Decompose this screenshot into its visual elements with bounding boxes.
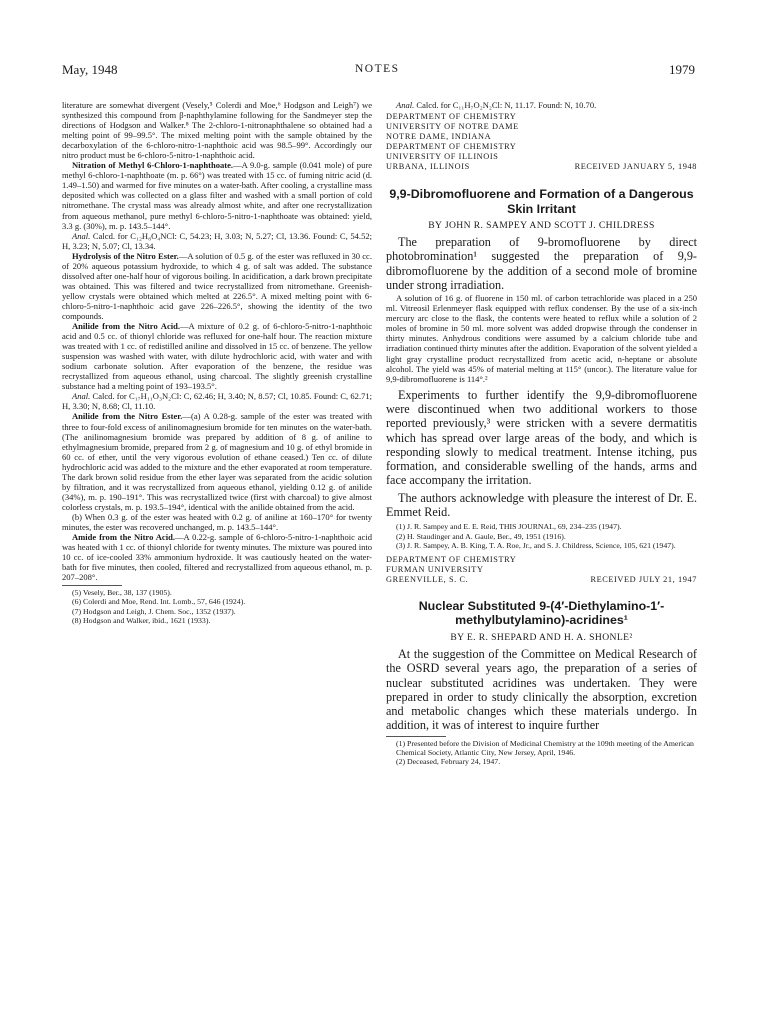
address-line: NOTRE DAME, INDIANA xyxy=(386,132,492,142)
address-line: DEPARTMENT OF CHEMISTRY xyxy=(386,554,517,564)
page-number: 1979 xyxy=(669,62,695,77)
footnote: (8) Hodgson and Walker, ibid., 1621 (1933). xyxy=(72,615,211,625)
analysis-paragraph: Anal. Calcd. for C₁₁H₇O₂N₂Cl: N, 11.17. Found: N, 10.70. xyxy=(396,100,597,110)
left-column xyxy=(62,100,372,625)
anal-label: Anal. xyxy=(396,100,415,110)
article-title-2: Nuclear Substituted 9-(4′-Diethylamino-1′-methylbutylamino)-acridines¹ xyxy=(418,598,665,628)
paragraph: (b) When 0.3 g. of the ester was heated with 0.2 g. of aniline at 160–170° for twenty minutes, the ester was recovered unchanged, m. p. 143.5–144°. xyxy=(62,511,372,532)
address-line: UNIVERSITY OF NOTRE DAME xyxy=(386,122,519,132)
paragraph: Nitration of Methyl 6-Chloro-1-naphthoate.—A 9.0-g. sample (0.041 mole) of pure methyl 6-chloro-1-naphthoate (m. p. 66°) was treated with 15 cc. of fuming nitric acid (d. 1.49–1.50) and warmed for five minutes on a water-bath. After cooling, a crystalline mass deposited which was collected on a glass filter and washed with a small portion of cold nitromethane. The crystal mass was already almost white, and after one recrystallization from aqueous methanol, pure methyl 6-chloro-5-nitro-1-naphthoate was obtained: yield, 3.3 g. (30%), m. p. 143.5–144°. xyxy=(62,160,372,231)
analysis-paragraph: Anal. Calcd. for C₁₇H₁₁O₃N₂Cl: C, 62.46; H, 3.40; N, 8.57; Cl, 10.85. Found: C, 62.71; H, 3.30; N, 8.68; Cl, 11.10. xyxy=(62,391,372,412)
address-line: UNIVERSITY OF ILLINOIS xyxy=(386,152,499,162)
anal-label: Anal. xyxy=(72,391,91,402)
footnote: (3) J. R. Sampey, A. B. King, T. A. Roe, Jr., and S. J. Childress, Science, 105, 621 (1947). xyxy=(396,540,676,550)
footnotes-left xyxy=(62,588,372,625)
paragraph: Hydrolysis of the Nitro Ester.—A solution of 0.5 g. of the ester was refluxed in 30 cc. of 20% aqueous potassium hydroxide, to which 4 g. of salt was added. The substance dissolved after one-half hour of vigorous boiling. In acidification, a dark brown precipitate was obtained. This was filtered and twice recrystallized from nitromethane. Greenish-yellow crystals were obtained which melted at 226.5°. A mixed melting point with 6-chloro-5-nitro-1-naphthoic acid gave 226–226.5°, showing the identity of the two compounds. xyxy=(62,250,372,321)
footnote-rule xyxy=(386,736,446,737)
received-date: RECEIVED JANUARY 5, 1948 xyxy=(574,162,697,172)
article-title-1: 9,9-Dibromofluorene and Formation of a Dangerous Skin Irritant xyxy=(389,187,694,216)
body-paragraph: Experiments to further identify the 9,9-dibromofluorene were discontinued when two additional workers to those reported previously,³ were stricken with a severe dermatitis which has spread over large areas of the body, and which is responding slowly to medical treatment. Intense itching, pus formation, and considerable swelling of the hands, arms and face accompany the irritation. xyxy=(386,387,697,488)
byline-1: BY JOHN R. SAMPEY AND SCOTT J. CHILDRESS xyxy=(428,220,655,232)
body-paragraph: The authors acknowledge with pleasure the interest of Dr. E. Emmet Reid. xyxy=(386,490,697,520)
address-block-2 xyxy=(386,555,697,585)
address-line: DEPARTMENT OF CHEMISTRY xyxy=(386,142,517,152)
footnote: (2) Deceased, February 24, 1947. xyxy=(396,757,501,767)
received-date: RECEIVED JULY 21, 1947 xyxy=(590,574,697,584)
body-paragraph: At the suggestion of the Committee on Medical Research of the OSRD several years ago, the preparation of a series of nuclear substituted acridines was undertaken. They were prepared in order to study clinically the absorption, excretion and metabolic changes which these materials undergo. In addition, it was of interest to inquire further xyxy=(386,646,697,733)
footnote: (7) Hodgson and Leigh, J. Chem. Soc., 1352 (1937). xyxy=(72,606,236,616)
address-line: URBANA, ILLINOIS xyxy=(386,162,470,172)
footnote: (6) Colerdi and Moe, Rend. Int. Lomb., 57, 646 (1924). xyxy=(72,597,246,607)
footnote: (1) J. R. Sampey and E. E. Reid, THIS JOURNAL, 69, 234–235 (1947). xyxy=(396,522,622,532)
address-received-line xyxy=(386,162,697,172)
header-date: May, 1948 xyxy=(62,62,118,77)
run-in-heading: Hydrolysis of the Nitro Ester. xyxy=(72,250,179,261)
body-paragraph: The preparation of 9-bromofluorene by direct photobromination¹ suggested the preparation of 9,9-dibromofluorene by the addition of a second mole of bromine under strong irradiation. xyxy=(386,235,697,292)
experimental-paragraph: A solution of 16 g. of fluorene in 150 ml. of carbon tetrachloride was placed in a 250 ml. Vitreosil Erlenmeyer flask equipped with reflux condenser. By the use of a six-inch mercury arc close to the flask, the contents were heated to reflux while a solution of 2 moles of bromine in 50 ml. more solvent was added dropwise through the condenser in thirty minutes. Anhydrous conditions were assumed by a calcium chloride tube and irradiation continued thirty minutes after the addition. Evaporation of the solvent yielded a light gray crystalline product recrystallized from acetic acid, n-heptane or absolute alcohol. The yield was 45% of material melting at 115° (uncor.). The literature value for 9,9-dibromofluorene is 114°.² xyxy=(386,293,697,384)
paragraph: literature are somewhat divergent (Vesely,⁵ Colerdi and Moe,⁶ Hodgson and Leigh⁷) we synthesized this compound from β-naphthylamine following for the Sandmeyer step the directions of Hodgson and Walker.⁸ The 2-chloro-1-nitronaphthalene so obtained had a melting point of 99–99.5°. The mixed melting point with the sample obtained by the decarboxylation of the 6-chloro-nitro-1-naphthoic acid was 98.5–99°. Accordingly our nitro product must be 6-chloro-5-nitro-1-naphthoic acid. xyxy=(62,100,372,161)
footnote: (1) Presented before the Division of Medicinal Chemistry at the 109th meeting of the American Chemical Society, Atlantic City, New Jersey, April, 1946. xyxy=(396,738,694,757)
run-in-heading: Anilide from the Nitro Acid. xyxy=(72,321,180,332)
analysis-paragraph: Anal. Calcd. for C₁₂H₈O₄NCl: C, 54.23; H, 3.03; N, 5.27; Cl, 13.36. Found: C, 54.52; H, 3.23; N, 5.07; Cl, 13.34. xyxy=(62,230,372,251)
footnote: (2) H. Staudinger and A. Gaule, Ber., 49, 1951 (1916). xyxy=(396,531,566,541)
paragraph: Anilide from the Nitro Ester.—(a) A 0.28-g. sample of the ester was treated with three to four-fold excess of anilinomagnesium bromide for ten minutes on the water-bath. (The anilinomagnesium bromide was prepared by addition of 8 g. of aniline to ethylmagnesium bromide, prepared from 2 g. of magnesium and 10 g. of ethyl bromide in 60 cc. of ether, until the very vigorous evolution of ethane ceased.) Ten cc. of dilute hydrochloric acid was added to the mixture and the ether evaporated at room temperature. The dark brown solid residue from the ether layer was separated from the acidic solution by filtration, and it was recrystallized from aqueous ethanol, yielding 0.12 g. of anilide (34%), m. p. 190–191°. This was recrystallized twice (first with charcoal) to give almost colorless crystals, m. p. 193.5–194°, identical with the anilide obtained from the acid. xyxy=(62,411,372,512)
run-in-heading: Nitration of Methyl 6-Chloro-1-naphthoate. xyxy=(72,160,234,171)
address-line: GREENVILLE, S. C. xyxy=(386,574,469,584)
anal-label: Anal. xyxy=(72,230,91,241)
header-section: NOTES xyxy=(355,63,400,75)
run-in-heading: Amide from the Nitro Acid. xyxy=(72,532,175,543)
address-block-1 xyxy=(386,112,697,172)
footnotes-2 xyxy=(386,739,697,767)
right-column xyxy=(386,100,697,766)
paragraph: Anilide from the Nitro Acid.—A mixture of 0.2 g. of 6-chloro-5-nitro-1-naphthoic acid and 0.5 cc. of thionyl chloride was refluxed for one-half hour. The reaction mixture was treated with 1 cc. of redistilled aniline and dissolved in 15 cc. of benzene. The yellow suspension was washed with water, with dilute hydrochloric acid, with water and with sodium carbonate solution. After evaporation of the benzene, the residue was recrystallized from aqueous ethanol, using charcoal. The slightly greenish crystalline substance had a melting point of 193–193.5°. xyxy=(62,321,372,392)
address-line: FURMAN UNIVERSITY xyxy=(386,564,484,574)
running-header xyxy=(0,62,757,82)
run-in-heading: Anilide from the Nitro Ester. xyxy=(72,411,183,422)
address-received-line xyxy=(386,575,697,585)
byline-2: BY E. R. SHEPARD AND H. A. SHONLE² xyxy=(450,631,633,643)
footnotes-1 xyxy=(386,522,697,550)
paragraph: Amide from the Nitro Acid.—A 0.22-g. sample of 6-chloro-5-nitro-1-naphthoic acid was heated with 1 cc. of thionyl chloride for twenty minutes. The mixture was poured into 10 cc. of ice-cooled 33% ammonium hydroxide. It was cautiously heated on the water-bath for five minutes, then cooled, filtered and recrystallized from aqueous ethanol, m. p. 207–208°. xyxy=(62,532,372,583)
footnote-rule xyxy=(62,585,122,586)
footnote: (5) Vesely, Ber., 38, 137 (1905). xyxy=(72,588,172,598)
address-line: DEPARTMENT OF CHEMISTRY xyxy=(386,112,517,122)
